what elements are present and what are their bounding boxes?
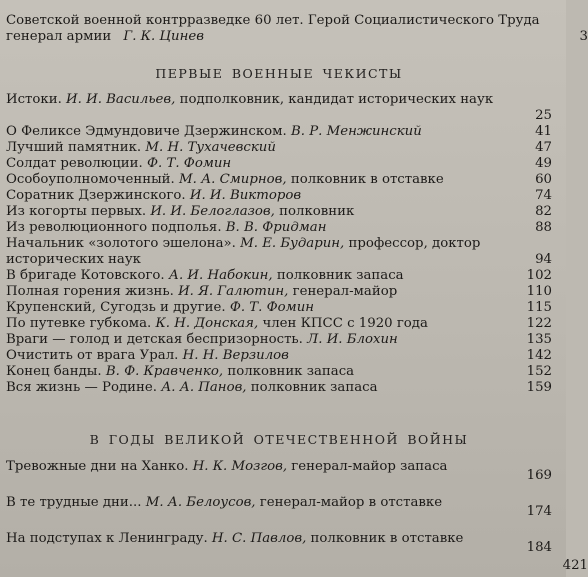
section-heading-first-chekists: ПЕРВЫЕ ВОЕННЫЕ ЧЕКИСТЫ — [155, 66, 403, 81]
toc-entry: Конец банды. В. Ф. Кравченко, полковник запаса 152 — [6, 364, 552, 379]
toc-entry: Из когорты первых. И. И. Белоглазов, полковник 82 — [6, 204, 552, 219]
last-page-number: 421 — [562, 558, 588, 573]
section2-list — [6, 459, 552, 563]
intro-author: Г. К. Цинев — [123, 29, 204, 44]
intro-title: Советской военной контрразведке 60 лет. Герой Социалистического Труда генерал армии — [6, 13, 540, 44]
intro-page: 3 — [579, 29, 588, 44]
toc-entry: В те трудные дни... М. А. Белоусов, генерал-майор в отставке 174 — [6, 495, 552, 519]
toc-entry: Крупенский, Сугодзь и другие. Ф. Т. Фомин 115 — [6, 300, 552, 315]
toc-entry: Вся жизнь — Родине. А. А. Панов, полковник запаса 159 — [6, 380, 552, 395]
section-heading-great-patriotic-war: В ГОДЫ ВЕЛИКОЙ ОТЕЧЕСТВЕННОЙ ВОЙНЫ — [89, 432, 469, 447]
toc-entry: Очистить от врага Урал. Н. Н. Верзилов 142 — [6, 348, 552, 363]
toc-entry: Истоки. И. И. Васильев, подполковник, кандидат исторических наук 25 — [6, 92, 552, 123]
toc-entry: Начальник «золотого эшелона». М. Е. Бударин, профессор, доктор исторических наук 94 — [6, 236, 552, 267]
toc-entry: О Феликсе Эдмундовиче Дзержинском. В. Р. Менжинский 41 — [6, 124, 552, 139]
section1-list — [6, 92, 552, 396]
toc-entry: На подступах к Ленинграду. Н. С. Павлов, полковник в отставке 184 — [6, 531, 552, 555]
toc-entry: Тревожные дни на Ханко. Н. К. Мозгов, генерал-майор запаса 169 — [6, 459, 552, 483]
toc-entry: Из революционного подполья. В. В. Фридман 88 — [6, 220, 552, 235]
toc-entry: В бригаде Котовского. А. И. Набокин, полковник запаса 102 — [6, 268, 552, 283]
toc-entry: Лучший памятник. М. Н. Тухачевский 47 — [6, 140, 552, 155]
toc-entry: Особоуполномоченный. М. А. Смирнов, полковник в отставке 60 — [6, 172, 552, 187]
toc-entry: Соратник Дзержинского. И. И. Викторов 74 — [6, 188, 552, 203]
toc-entry: Солдат революции. Ф. Т. Фомин 49 — [6, 156, 552, 171]
toc-entry: По путевке губкома. К. Н. Донская, член КПСС с 1920 года 122 — [6, 316, 552, 331]
toc-entry: Враги — голод и детская беспризорность. Л. И. Блохин 135 — [6, 332, 552, 347]
toc-entry: Полная горения жизнь. И. Я. Галютин, генерал-майор 110 — [6, 284, 552, 299]
intro-entry — [6, 13, 588, 45]
